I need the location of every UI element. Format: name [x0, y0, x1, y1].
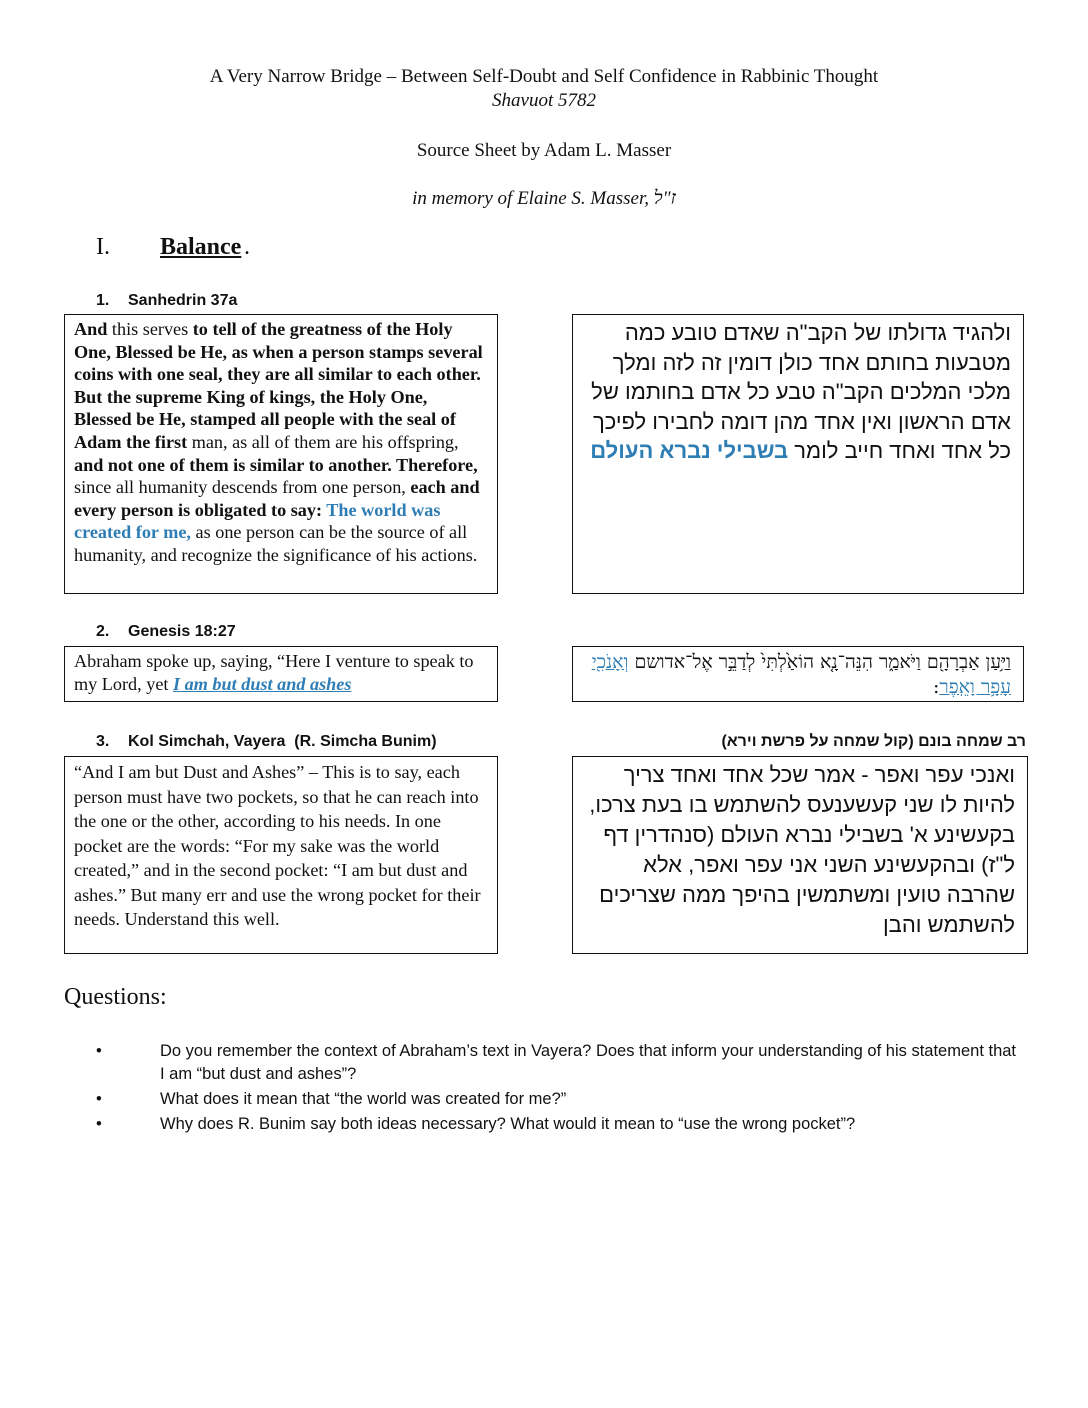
- section-title: Balance: [160, 234, 242, 260]
- text-run: a person stamps several coins with one seal, they are all similar to each other. But the supreme King of kings, the Holy One, Blessed be He, stamped all people with the seal of Adam the first: [74, 341, 483, 452]
- text-run: And: [74, 319, 108, 339]
- text-run: since all humanity descends from one person,: [74, 477, 411, 498]
- author-line: Source Sheet by Adam L. Masser: [416, 140, 672, 161]
- section-number: I.: [96, 234, 110, 260]
- source-1-title: Sanhedrin 37a: [128, 292, 238, 309]
- source-3-heading: [96, 733, 437, 751]
- question-text: Why does R. Bunim say both ideas necessary? What would it mean to “use the wrong pocket”?: [160, 1115, 856, 1133]
- source-1-number: 1.: [96, 292, 110, 309]
- text-run: to tell of the greatness of the Holy One, Blessed be He, as when: [74, 319, 453, 362]
- memorial-suffix: ז"ל: [653, 188, 676, 209]
- questions-heading: Questions:: [64, 984, 167, 1010]
- list-item: [96, 1113, 1016, 1136]
- hebrew-text: ולהגיד גדולתו של הקב"ה שאדם טובע כמה מטבעות בחותם אחד כולן דומין זה לזה ומלך מלכי המלכים הקב"ה טבע כל אדם בחותמו של אדם הראשון ואין אחד מהן דומה לחבירו לפיכך כל אחד ואחד חייב לומר: [591, 320, 1011, 463]
- source-2-hebrew-box: [572, 646, 1024, 702]
- bullet-icon: •: [96, 1090, 102, 1108]
- document-title: A Very Narrow Bridge – Between Self-Doubt and Self Confidence in Rabbinic Thought: [209, 66, 879, 87]
- list-item: [96, 1088, 1016, 1111]
- source-2-english-box: [64, 646, 498, 702]
- source-3-hebrew-box: [572, 756, 1028, 954]
- question-text: Do you remember the context of Abraham’s text in Vayera? Does that inform your understanding of his statement that I am “but dust and ashes”?: [160, 1042, 1017, 1083]
- source-1-heading: [96, 292, 237, 310]
- list-item: [96, 1040, 1016, 1086]
- question-text: What does it mean that “the world was created for me?”: [160, 1090, 567, 1108]
- highlight-world-created: The world was created for me,: [74, 499, 441, 543]
- dust-and-ashes-link[interactable]: I am but dust and ashes: [173, 673, 352, 694]
- memorial-prefix: in memory of Elaine S. Masser,: [412, 188, 654, 209]
- section-title-period: .: [244, 234, 250, 260]
- source-2-number: 2.: [96, 623, 110, 640]
- memorial-line: [0, 188, 1088, 210]
- bullet-icon: •: [96, 1042, 102, 1060]
- source-3-title: Kol Simchah, Vayera (R. Simcha Bunim): [128, 733, 437, 750]
- hebrew-highlight: בשבילי נברא העולם: [590, 438, 789, 463]
- text-run: this serves: [107, 319, 193, 339]
- source-1-hebrew-box: [572, 314, 1024, 594]
- text-run: each and every person is obligated to say:: [74, 477, 480, 520]
- text-run: man, as all of them are his offspring,: [187, 431, 459, 452]
- text-run: and not one of them is similar to another. Therefore,: [74, 454, 478, 475]
- source-3-english-box: [64, 756, 498, 954]
- hebrew-highlight-link[interactable]: וְאָנֹכִ֖י עָפָ֥ר וָאֵֽפֶר: [591, 651, 1011, 698]
- english-text: Abraham spoke up, saying, “Here I venture to speak to my Lord, yet: [74, 651, 474, 694]
- text-run: as one person can be the source of all humanity, and recognize the significance of his actions.: [74, 522, 478, 565]
- source-2-heading: [96, 623, 236, 641]
- questions-list: [96, 1040, 1016, 1138]
- hebrew-text: :: [932, 676, 940, 698]
- hebrew-text: וַיַּ֥עַן אַבְרָהָ֖ם וַיֹּאמַ֑ר הִנֵּה־נָ֤א הוֹאַ֙לְתִּי֙ לְדַבֵּ֣ר אֶל־אדושם: [628, 651, 1011, 673]
- document-subtitle: Shavuot 5782: [492, 90, 596, 111]
- english-text: “And I am but Dust and Ashes” – This is to say, each person must have two pockets, so that he can reach into the one or the other, according to his needs. In one pocket are the words: “For my sake was the world created,” and in the second pocket: “I am but dust and ashes.” But many err and use the wrong pocket for their needs. Understand this well.: [74, 762, 481, 929]
- hebrew-text: ואנכי עפר ואפר - אמר שכל אחד ואחד צריך להיות לו שני קעשענעס להשתמש בו בעת צרכו, בקעשינע א' בשבילי נברא העולם (סנהדרין דף ל"ז) ובהקעשינע השני אני עפר ואפר, אלא שהרבה טועין ומשתמשין בהיפך ממה שצריכים להשתמש והבן: [589, 762, 1015, 937]
- source-2-title: Genesis 18:27: [128, 623, 236, 640]
- source-3-hebrew-heading: רב שמחה בונם (קול שמחה על פרשת וירא): [721, 733, 1026, 750]
- source-3-number: 3.: [96, 733, 110, 750]
- source-1-english-box: [64, 314, 498, 594]
- bullet-icon: •: [96, 1115, 102, 1133]
